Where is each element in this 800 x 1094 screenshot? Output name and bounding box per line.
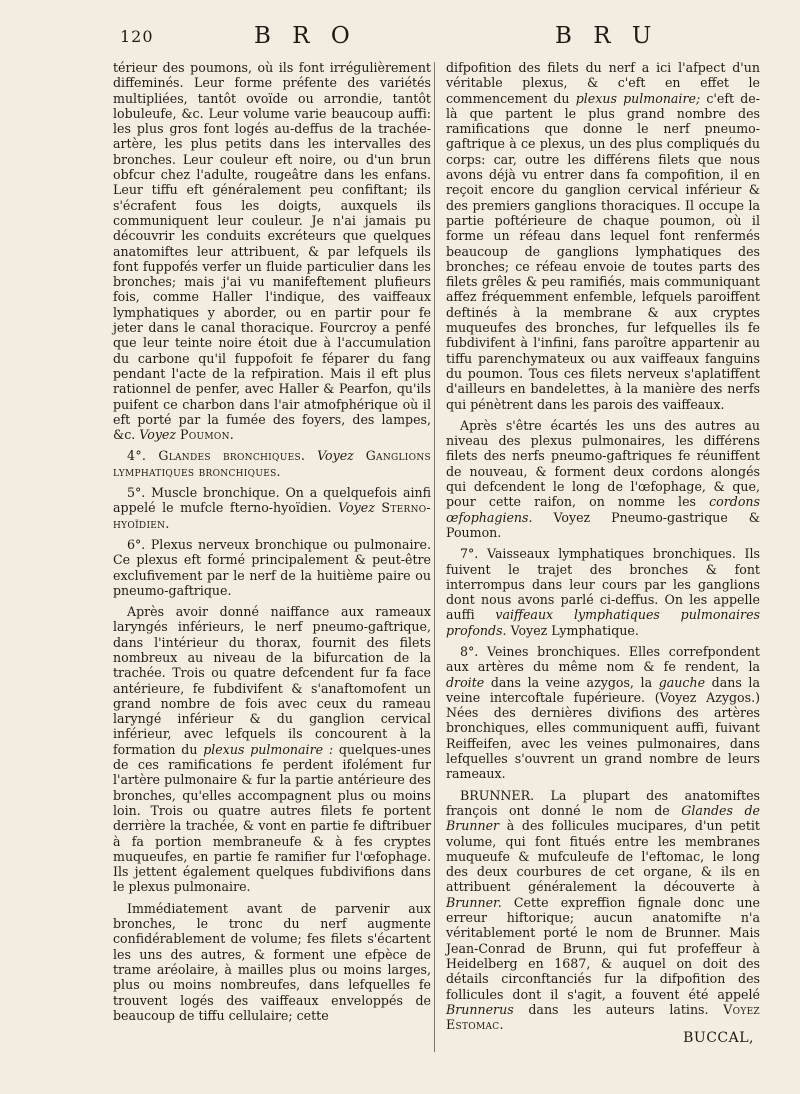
italic-term: cordons œfophagiens. (446, 494, 760, 525)
paragraph-text: térieur des poumons, où ils font irrégulièrement diffeminés. Leur forme préfente des variétés multipliées, tantôt ovoïde ou arrondie, tantôt lobuleufe, &c. Leur volume varie beaucoup auffi: les plus gros font logés au-deffus de la trachée-artère, les plus petits dans les intervalles des bronches. Leur couleur eft noire, ou d'un brun obfcur chez l'adulte, rougeâtre dans les enfans. Leur tiffu eft généralement peu confiftant; ils s'écrafent fous les doigts, auxquels ils communiquent leur couleur. Je n'ai jamais pu découvrir les conduits excréteurs que quelques anatomiftes leur attribuent, & par lefquels ils font fuppofés verfer un fluide particulier dans les bronches; mais j'ai vu manifeftement plufieurs fois, comme Haller l'indique, des vaiffeaux lymphatiques y aborder, ou en partir pour fe jeter dans le canal thoracique. Fourcroy a penfé que leur teinte noire étoit due à l'accumulation du carbone qu'il fuppofoit fe féparer du fang pendant l'acte de la refpiration. Mais il eft plus rationnel de penfer, avec Haller & Pearfon, qu'ils puifent ce charbon dans l'air atmofphérique où il eft porté par la fumée des foyers, des lampes, &c. (113, 60, 431, 443)
page-number: 120 (120, 27, 154, 46)
paragraph (113, 485, 431, 531)
cross-reference: Voyez Estomac. (446, 1001, 760, 1033)
cross-reference: Voyez (139, 427, 177, 443)
paragraph (446, 788, 760, 1033)
paragraph-text: quelques-unes de ces ramifications fe perdent ifolément fur l'artère pulmonaire & fur la partie antérieure des bronches, qu'elles accompagnent plus ou moins loin. Trois ou quatre autres filets fe portent derrière la trachée, & vont en partie fe diftribuer à fa portion membraneufe & à fes cryptes muqueufes, en partie fe ramifier fur l'œfophage. Ils jettent également quelques fubdivifions dans le plexus pulmonaire. (113, 741, 431, 895)
paragraph (113, 901, 431, 1023)
paragraph (113, 60, 431, 442)
italic-term: Brunner. (446, 894, 502, 910)
paragraph (446, 418, 760, 540)
cross-reference: Voyez (317, 448, 354, 464)
paragraph-text: Immédiatement avant de parvenir aux bronches, le tronc du nerf augmente confidérablement de volume; fes filets s'écartent les uns des autres, & forment une efpèce de trame aréolaire, à mailles plus ou moins larges, plus ou moins nombreufes, dans lefquelles fe trouvent logés des vaiffeaux enveloppés de beaucoup de tiffu cellulaire; cette (113, 900, 431, 1023)
cross-reference: Voyez Pneumo-gastrique & Poumon. (446, 509, 760, 540)
paragraph (113, 537, 431, 598)
italic-term: vaiffeaux lymphatiques pulmonaires profonds. (446, 607, 760, 638)
paragraph-text: c'eft de-là que partent le plus grand nombre des ramifications que donne le nerf pneumo-gaftrique à ce plexus, un des plus compliqués du corps: car, outre les différens filets que nous avons déjà vu entrer dans fa compofition, il en reçoit encore du ganglion cervical inférieur & des premiers ganglions thoraciques. Il occupe la partie poftérieure de chaque poumon, où il forme un réfeau dans lequel font renfermés beaucoup de ganglions lymphatiques des bronches; ce réfeau envoie de toutes parts des filets grêles & peu ramifiés, mais communiquant affez fréquemment enfemble, lefquels paroiffent deftinés à la membrane & aux cryptes muqueufes des bronches, fur lefquelles ils fe fubdivifent à l'infini, fans paroître appartenir au tiffu parenchymateux ou aux vaiffeaux fanguins du poumon. Tous ces filets nerveux s'aplatiffent d'ailleurs en bandelettes, à la manière des nerfs qui pénètrent dans les parois des vaiffeaux. (446, 90, 761, 412)
paragraph-text: dans les auteurs latins. (528, 1001, 709, 1017)
left-column (113, 60, 431, 1029)
paragraph-text: difpofition des filets du nerf a ici l'afpect d'un véritable plexus, & c'eft en effet le commencement du (446, 60, 760, 106)
paragraph-text: 8°. Veines bronchiques. Elles correfpondent aux artères du même nom & fe rendent, la (446, 643, 760, 675)
running-head-right: B R U (555, 23, 659, 49)
paragraph (113, 448, 431, 479)
italic-term: Brunnerus (446, 1001, 514, 1017)
paragraph-text: Après s'être écartés les uns des autres au niveau des plexus pulmonaires, les différens filets des nerfs pneumo-gaftriques fe réuniffent de nouveau, & forment deux cordons alongés qui defcendent le long de l'œfophage, & que, pour cette raifon, on nomme les (446, 417, 760, 510)
cross-reference: Poumon. (180, 427, 235, 443)
italic-term: Glandes de Brunner (446, 802, 761, 834)
catchword: BUCCAL, (683, 1030, 754, 1046)
paragraph-text: dans la veine intercoftale fupérieure. (Voyez Azygos.) Nées des dernières divifions des artères bronchiques, elles communiquent auffi, fuivant Reiffeifen, avec les veines pulmonaires, dans lefquelles s'ouvrent un grand nombre de leurs rameaux. (446, 674, 760, 782)
paragraph-text: BRUNNER. La plupart des anatomiftes françois ont donné le nom de (446, 787, 760, 818)
cross-reference: Voyez Lymphatique. (510, 622, 639, 638)
italic-term: plexus pulmonaire; (575, 90, 701, 106)
paragraph-text: à des follicules mucipares, d'un petit volume, qui font fitués entre les membranes muqueufe & mufculeufe de l'eftomac, le long des deux courbures de cet organe, & ils en attribuent généralement la découverte à (446, 818, 760, 895)
entry-heading: 4°. Glandes bronchiques. (127, 448, 306, 464)
paragraph (446, 546, 760, 638)
right-column (446, 60, 760, 1038)
paragraph (446, 644, 760, 782)
column-divider (434, 62, 435, 1052)
paragraph-text: 6°. Plexus nerveux bronchique ou pulmonaire. Ce plexus eft formé principalement & peut-être exclufivement par le nerf de la huitième paire ou pneumo-gaftrique. (113, 536, 431, 598)
paragraph-text: Cette expreffion fignale donc une erreur hiftorique; aucun anatomifte n'a véritablement porté le nom de Brunner. Mais Jean-Conrad de Brunn, qui fut profeffeur à Heidelberg en 1687, & auquel on doit des détails circonftanciés fur la difpofition des follicules dont il s'agit, a fouvent été appelé (446, 894, 760, 1002)
italic-term: gauche (658, 674, 706, 690)
cross-reference: Voyez (338, 500, 375, 516)
italic-term: droite (446, 674, 485, 690)
paragraph-text: 7°. Vaisseaux lymphatiques bronchiques. Ils fuivent le trajet des bronches & font interrompus dans leur cours par les ganglions dont nous avons parlé ci-deffus. On les appelle auffi (446, 546, 760, 623)
cross-reference: Sterno-hyoïdien. (113, 500, 431, 531)
paragraph (113, 604, 431, 895)
paragraph (446, 60, 760, 412)
paragraph-text: 5°. Muscle bronchique. On a quelquefois ainfi appelé le mufcle fterno-hyoïdien. (113, 485, 431, 516)
cross-reference: Ganglions lymphatiques bronchiques. (113, 448, 431, 479)
running-head-left: B R O (254, 23, 357, 49)
paragraph-text: Après avoir donné naiffance aux rameaux laryngés inférieurs, le nerf pneumo-gaftrique, dans l'intérieur du thorax, fournit des filets nombreux au niveau de la bifurcation de la trachée. Trois ou quatre defcendent fur fa face antérieure, fe fubdivifent & s'anaftomofent un grand nombre de fois avec ceux du rameau laryngé inférieur & du ganglion cervical inférieur, avec lefquels ils concourent à la formation du (113, 604, 431, 757)
paragraph-text: dans la veine azygos, la (490, 674, 653, 690)
italic-term: plexus pulmonaire : (203, 741, 334, 757)
